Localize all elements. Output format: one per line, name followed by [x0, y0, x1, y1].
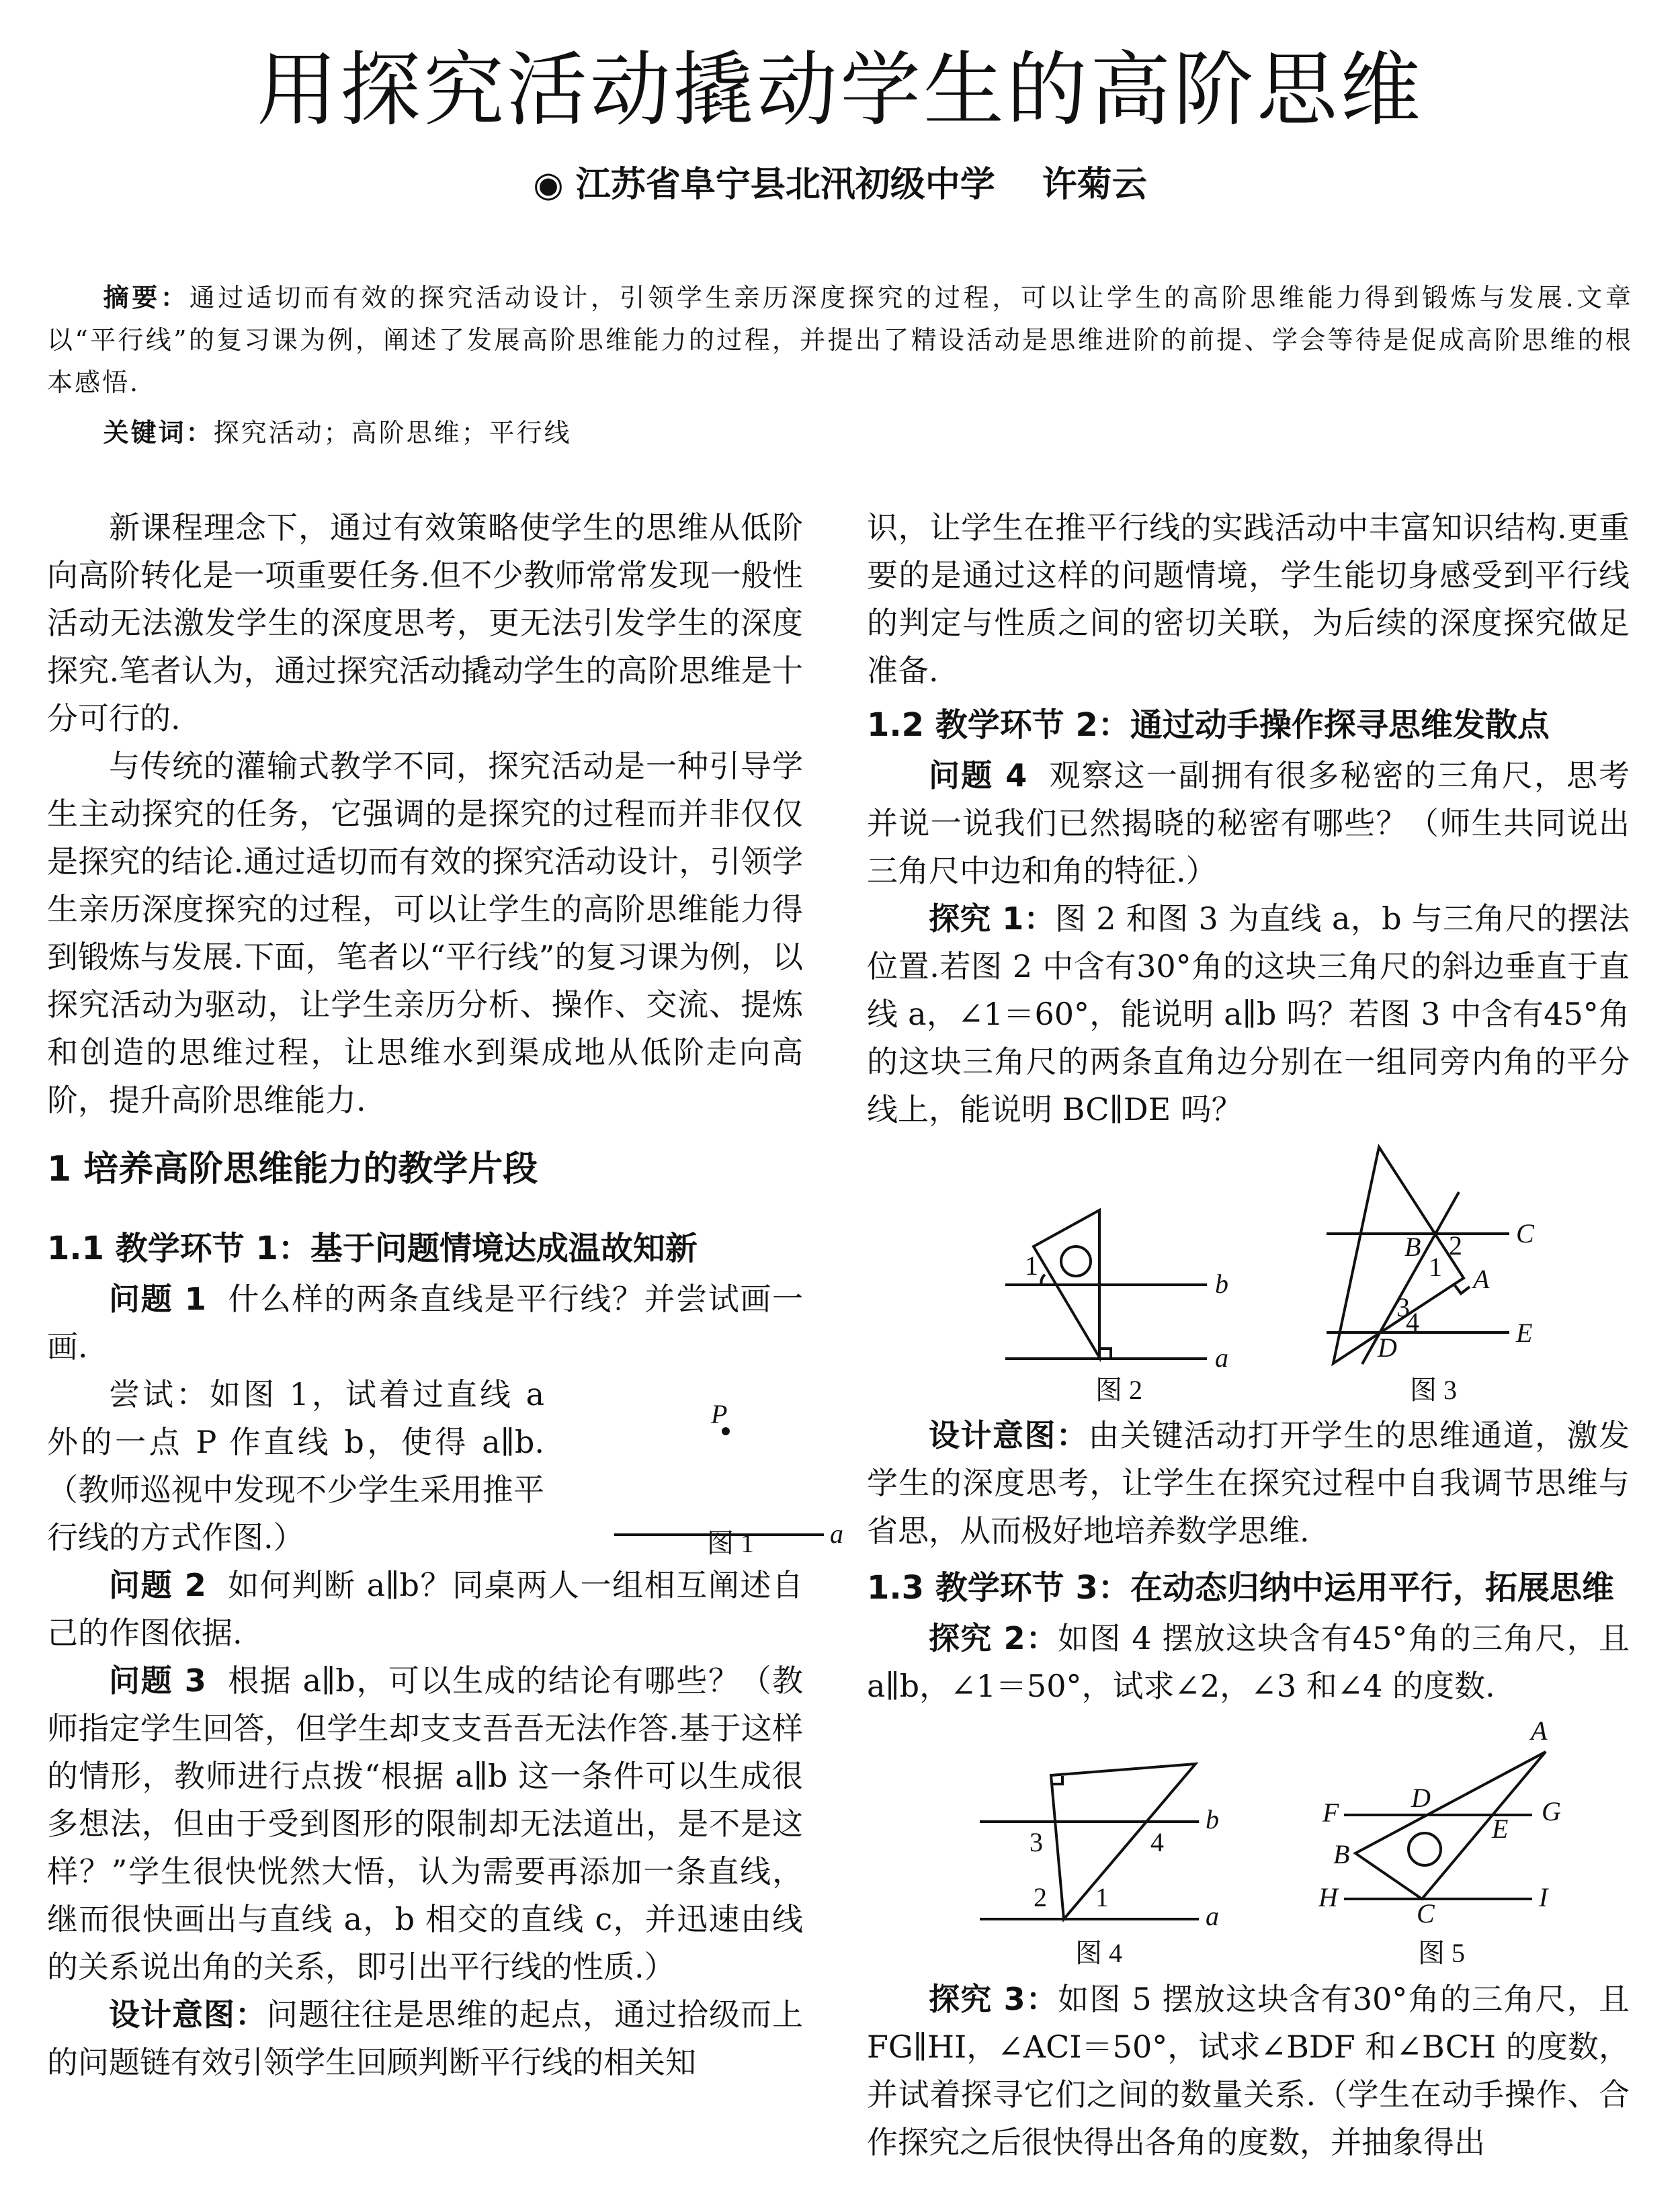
design-label: 设计意图：: [109, 1996, 267, 2033]
question-label: 问题 3: [109, 1662, 206, 1699]
abstract: [47, 277, 1633, 454]
figure-caption: 图 2: [1095, 1375, 1142, 1405]
explore-1: [867, 895, 1630, 1134]
point-label: H: [1318, 1882, 1338, 1912]
line-label: b: [1206, 1804, 1219, 1834]
line-label: a: [830, 1519, 843, 1549]
bullet-icon: ◉: [533, 165, 564, 205]
figure-4-5: [941, 1710, 1579, 1976]
author-school: 江苏省阜宁县北汛初级中学: [575, 165, 995, 205]
author-line: [0, 161, 1680, 208]
design-text: 问题往往是思维的起点，通过拾级而上的问题链有效引领学生回顾判断平行线的相关知: [47, 1996, 803, 2080]
paragraph: 新课程理念下，通过有效策略使学生的思维从低阶向高阶转化是一项重要任务.但不少教师常常发现一般性活动无法激发学生的深度思考，更无法引发学生的深度探究.笔者认为，通过探究活动撬动学生的高阶思维是十分可行的.: [47, 509, 803, 736]
question-2: [47, 1562, 803, 1657]
point-label: B: [1333, 1839, 1350, 1869]
point-label: A: [1531, 1716, 1548, 1746]
angle-label: 1: [1095, 1882, 1109, 1912]
keywords: [47, 412, 1633, 454]
explore-2: [867, 1615, 1630, 1710]
point-label: C: [1417, 1898, 1435, 1929]
question-text: 什么样的两条直线是平行线？并尝试画一画.: [47, 1281, 804, 1365]
figure-4: [980, 1764, 1219, 1968]
author-name: 许菊云: [1042, 165, 1147, 205]
point-label: E: [1516, 1318, 1533, 1348]
subsection-heading: 1.1 教学环节 1：基于问题情境达成温故知新: [47, 1230, 698, 1267]
figure-2: [1005, 1210, 1228, 1405]
line-label: b: [1215, 1269, 1228, 1299]
article-title: 用探究活动撬动学生的高阶思维: [257, 44, 1423, 137]
right-column: [867, 504, 1630, 2166]
section-heading: 1 培养高阶思维能力的教学片段: [47, 1149, 538, 1189]
point-label: A: [1473, 1264, 1490, 1294]
figure-caption: 图 5: [1418, 1938, 1465, 1968]
explore-3: [867, 1976, 1630, 2166]
paragraph: 与传统的灌输式教学不同，探究活动是一种引导学生主动探究的任务，它强调的是探究的过程而并非仅仅是探究的结论.通过适切而有效的探究活动设计，引领学生亲历深度探究的过程，可以让学生的高阶思维能力得到锻炼与发展.下面，笔者以“平行线”的复习课为例，以探究活动为驱动，让学生亲历分析、操作、交流、提炼和创造的思维过程，让思维水到渠成地从低阶走向高阶，提升高阶思维能力.: [47, 748, 803, 1118]
abstract-text: 通过适切而有效的探究活动设计，引领学生亲历深度探究的过程，可以让学生的高阶思维能力得到锻炼与发展.文章以“平行线”的复习课为例，阐述了发展高阶思维能力的过程，并提出了精设活动是思维进阶的前提、学会等待是促成高阶思维的根本感悟.: [47, 283, 1633, 397]
design-intent: [47, 1991, 803, 2086]
figure-1: [558, 1344, 843, 1558]
question-label: 问题 2: [109, 1567, 206, 1603]
abstract-paragraph: [47, 277, 1633, 404]
point-label: C: [1516, 1218, 1534, 1248]
angle-label: 3: [1030, 1827, 1043, 1857]
figure-caption: 图 1: [707, 1528, 754, 1558]
explore-text: 如图 4 摆放这块含有45°角的三角尺，且 a∥b，∠1＝50°，试求∠2，∠3 和∠4 的度数.: [867, 1620, 1630, 1704]
subsection-heading: 1.2 教学环节 2：通过动手操作探寻思维发散点: [867, 706, 1550, 744]
explore-label: 探究 3：: [929, 1981, 1058, 2017]
line-label: a: [1215, 1343, 1228, 1373]
angle-label: 2: [1034, 1882, 1047, 1912]
question-label: 问题 1: [109, 1281, 206, 1317]
point-label: D: [1411, 1783, 1431, 1813]
angle-label: 1: [1429, 1252, 1442, 1282]
question-4: [867, 752, 1630, 895]
subsection-heading: 1.3 教学环节 3：在动态归纳中运用平行，拓展思维: [867, 1569, 1614, 1607]
explore-label: 探究 1：: [929, 900, 1055, 937]
keywords-text: 探究活动；高阶思维；平行线: [213, 418, 572, 448]
question-text: 如何判断 a∥b？同桌两人一组相互阐述自己的作图依据.: [47, 1567, 803, 1651]
keywords-label: 关键词：: [103, 418, 214, 448]
angle-label: 1: [1025, 1251, 1038, 1281]
design-label: 设计意图：: [929, 1417, 1089, 1453]
point-label: I: [1539, 1882, 1548, 1912]
question-label: 问题 4: [929, 757, 1027, 794]
figure-2-3: [974, 1134, 1579, 1412]
angle-label: 4: [1406, 1307, 1419, 1337]
figure-3: [1327, 1147, 1535, 1405]
explore-text: 图 2 和图 3 为直线 a，b 与三角尺的摆法位置.若图 2 中含有30°角的这块三角尺的斜边垂直于直线 a，∠1＝60°，能说明 a∥b 吗？若图 3 中含有45°角的这块三角尺的两条直角边分别在一组同旁内角的平分线上，能说明 BC∥DE 吗？: [867, 900, 1630, 1128]
figure-caption: 图 3: [1410, 1375, 1457, 1405]
abstract-label: 摘要：: [103, 283, 190, 312]
point-label: B: [1404, 1232, 1421, 1262]
question-3: [47, 1657, 803, 1991]
point-label: F: [1322, 1797, 1339, 1828]
angle-label: 4: [1150, 1827, 1164, 1857]
explore-label: 探究 2：: [929, 1620, 1058, 1656]
explore-text: 如图 5 摆放这块含有30°角的三角尺，且 FG∥HI，∠ACI＝50°，试求∠BDF 和∠BCH 的度数，并试着探寻它们之间的数量关系.（学生在动手操作、合作探究之后很快得出各角的度数，并抽象得出: [867, 1981, 1630, 2160]
line-label: a: [1206, 1901, 1219, 1931]
point-label: D: [1378, 1332, 1397, 1363]
point-label: G: [1542, 1796, 1561, 1826]
figures-2-3: [867, 1134, 1630, 1412]
angle-label: 2: [1449, 1230, 1462, 1261]
question-text: 观察这一副拥有很多秘密的三角尺，思考并说一说我们已然揭晓的秘密有哪些？（师生共同说出三角尺中边和角的特征.）: [867, 757, 1630, 889]
angle-label: 3: [1396, 1292, 1410, 1322]
figures-4-5: [867, 1710, 1630, 1976]
paragraph-continued: 识，让学生在推平行线的实践活动中丰富知识结构.更重要的是通过这样的问题情境，学生能切身感受到平行线的判定与性质之间的密切关联，为后续的深度探究做足准备.: [867, 509, 1630, 689]
try-paragraph: 尝试：如图 1，试着过直线 a 外的一点 P 作直线 b，使得 a∥b.（教师巡视中发现不少学生采用推平行线的方式作图.）: [47, 1376, 544, 1556]
point-label: E: [1492, 1814, 1509, 1844]
question-text: 根据 a∥b，可以生成的结论有哪些？（教师指定学生回答，但学生却支支吾吾无法作答.基于这样的情形，教师进行点拨“根据 a∥b 这一条件可以生成很多想法，但由于受到图形的限制却无法道出，是不是这样？”学生很快恍然大悟，认为需要再添加一条直线，继而很快画出与直线 a，b 相交的直线 c，并迅速由线的关系说出角的关系，即引出平行线的性质.）: [47, 1662, 803, 1985]
figure-1-block: [47, 1371, 843, 1562]
design-text: 由关键活动打开学生的思维通道，激发学生的深度思考，让学生在探究过程中自我调节思维与省思，从而极好地培养数学思维.: [867, 1417, 1630, 1549]
figure-caption: 图 4: [1075, 1938, 1122, 1968]
point-label: P: [711, 1399, 728, 1429]
left-column: [47, 504, 843, 2086]
figure-5: [1318, 1716, 1561, 1968]
design-intent: [867, 1412, 1630, 1555]
